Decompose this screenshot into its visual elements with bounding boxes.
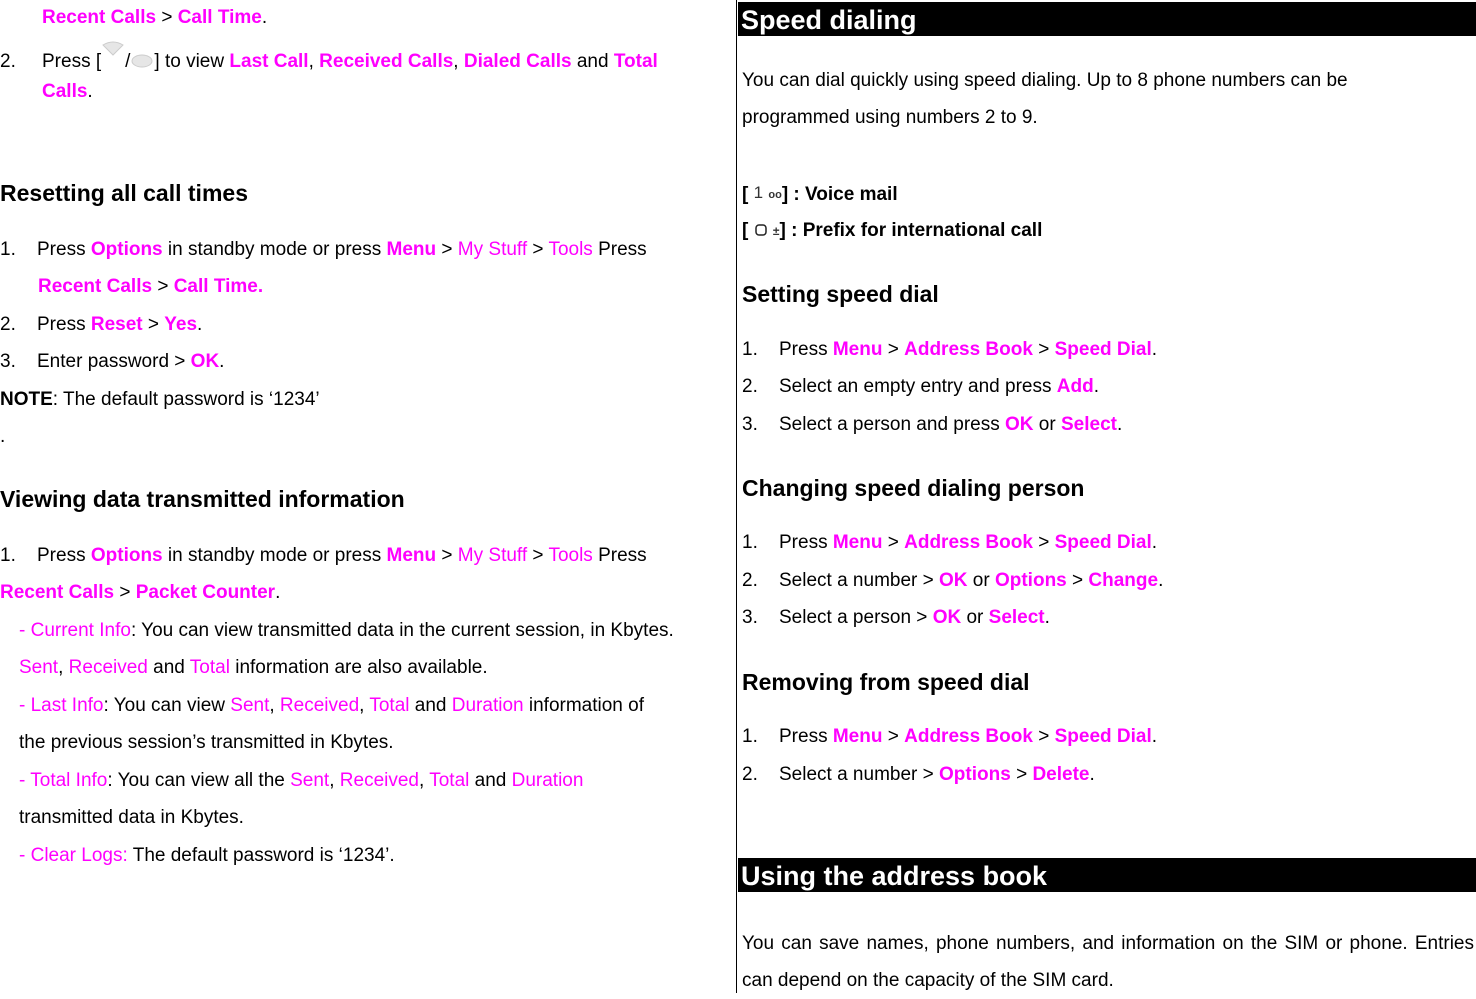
total-info-line-2: transmitted data in Kbytes. <box>19 807 244 828</box>
note-line: NOTE: The default password is ‘1234’ <box>0 389 320 410</box>
last-info-line: - Last Info: You can view Sent, Received, Total and Duration information of <box>19 695 644 716</box>
column-divider <box>736 0 737 993</box>
current-info-line-2: Sent, Received and Total information are also available. <box>19 657 488 678</box>
stray-dot: . <box>0 426 6 447</box>
reset-step-2: 2. Press Reset > Yes. <box>0 314 203 335</box>
reset-step-3: 3. Enter password > OK. <box>0 351 225 372</box>
network-icon <box>130 51 154 69</box>
speed-intro-line-2: programmed using numbers 2 to 9. <box>742 107 1038 128</box>
reset-step-1: 1. Press Options in standby mode or press Menu > My Stuff > Tools Press <box>0 239 647 260</box>
speed-intro-line-1: You can dial quickly using speed dialing. Up to 8 phone numbers can be <box>742 70 1348 91</box>
changing-step-1: 1. Press Menu > Address Book > Speed Dial. <box>742 532 1158 553</box>
section-bar-address-book: Using the address book <box>738 858 1476 892</box>
changing-step-3: 3. Select a person > OK or Select. <box>742 607 1050 628</box>
setting-step-1: 1. Press Menu > Address Book > Speed Dial. <box>742 339 1158 360</box>
voice-mail-key-line: [ 1 oo] : Voice mail <box>742 183 898 205</box>
left-column <box>0 0 736 993</box>
top-line: Recent Calls > Call Time. <box>42 7 268 28</box>
step-2-continuation: Calls. <box>42 81 93 102</box>
changing-step-2: 2. Select a number > OK or Options > Change. <box>742 570 1164 591</box>
international-key-line: [ ±] : Prefix for international call <box>742 220 1043 242</box>
setting-step-3: 3. Select a person and press OK or Select. <box>742 414 1123 435</box>
signal-icon <box>101 41 125 59</box>
voicemail-icon: oo <box>768 188 782 201</box>
setting-step-2: 2. Select an empty entry and press Add. <box>742 376 1099 397</box>
step-2-line: 2. Press [ / ] to view Last Call, Received Calls, Dialed Calls and Total <box>0 50 658 74</box>
heading-changing-speed-dial: Changing speed dialing person <box>742 475 1085 501</box>
last-info-line-2: the previous session’s transmitted in Kbytes. <box>19 732 394 753</box>
removing-step-2: 2. Select a number > Options > Delete. <box>742 764 1095 785</box>
call-time-link: Call Time <box>177 7 262 28</box>
current-info-line: - Current Info: You can view transmitted data in the current session, in Kbytes. <box>19 620 674 641</box>
recent-calls-link: Recent Calls <box>42 7 157 28</box>
heading-setting-speed-dial: Setting speed dial <box>742 281 939 307</box>
removing-step-1: 1. Press Menu > Address Book > Speed Dial. <box>742 726 1158 747</box>
view-step-1-cont: Recent Calls > Packet Counter. <box>0 582 281 603</box>
right-column <box>738 0 1476 993</box>
address-book-intro: You can save names, phone numbers, and information on the SIM or phone. Entries can depend on the capacity of the SIM card. <box>742 933 1474 991</box>
section-bar-speed-dialing: Speed dialing <box>738 2 1476 36</box>
heading-resetting: Resetting all call times <box>0 180 248 206</box>
heading-removing-speed-dial: Removing from speed dial <box>742 669 1030 695</box>
plus-icon: ± <box>772 224 780 238</box>
key-0-icon <box>754 223 768 237</box>
view-step-1: 1. Press Options in standby mode or press Menu > My Stuff > Tools Press <box>0 545 647 566</box>
total-info-line: - Total Info: You can view all the Sent, Received, Total and Duration <box>19 770 584 791</box>
reset-step-1-cont: Recent Calls > Call Time. <box>38 276 264 297</box>
heading-viewing: Viewing data transmitted information <box>0 486 405 512</box>
clear-logs-line: - Clear Logs: The default password is ‘1234’. <box>19 845 395 866</box>
key-1-icon: 1 <box>753 183 764 202</box>
